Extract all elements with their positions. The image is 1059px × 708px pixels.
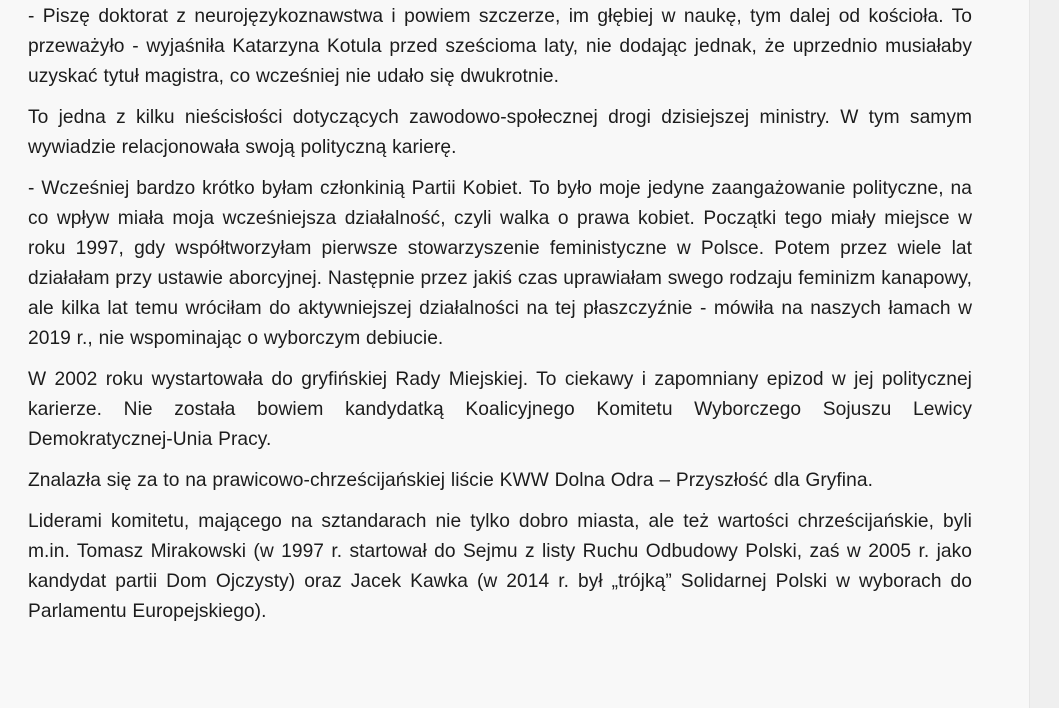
paragraph-1: - Piszę doktorat z neurojęzykoznawstwa i powiem szczerze, im głębiej w naukę, tym dalej od kościoła. To przeważyło - wyjaśniła Katarzyna Kotula przed sześcioma laty, nie dodając jednak, że uprzednio musiałaby uzyskać tytuł magistra, co wcześniej nie udało się dwukrotnie.	[28, 6, 972, 87]
paragraph-3: - Wcześniej bardzo krótko byłam członkinią Partii Kobiet. To było moje jedyne zaangażowanie polityczne, na co wpływ miała moja wcześniejsza działalność, czyli walka o prawa kobiet. Początki tego miały miejsce w roku 1997, gdy współtworzyłam pierwsze stowarzyszenie feministyczne w Polsce. Potem przez wiele lat działałam przy ustawie aborcyjnej. Następnie przez jakiś czas uprawiałam swego rodzaju feminizm kanapowy, ale kilka lat temu wróciłam do aktywniejszej działalności na tej płaszczyźnie - mówiła na naszych łamach w 2019 r., nie wspominając o wyborczym debiucie.	[28, 178, 972, 349]
paragraph-5: Znalazła się za to na prawicowo-chrześcijańskiej liście KWW Dolna Odra – Przyszłość dla Gryfina.	[28, 470, 873, 491]
paragraph-2: To jedna z kilku nieścisłości dotyczących zawodowo-społecznej drogi dzisiejszej ministry. W tym samym wywiadzie relacjonowała swoją polityczną karierę.	[28, 107, 972, 158]
paragraph-4: W 2002 roku wystartowała do gryfińskiej Rady Miejskiej. To ciekawy i zapomniany epizod w jej politycznej karierze. Nie została bowiem kandydatką Koalicyjnego Komitetu Wyborczego Sojuszu Lewicy Demokratycznej-Unia Pracy.	[28, 369, 972, 450]
scrollbar[interactable]	[1029, 0, 1059, 708]
article-body	[28, 2, 972, 638]
paragraph-6: Liderami komitetu, mającego na sztandarach nie tylko dobro miasta, ale też wartości chrześcijańskie, byli m.in. Tomasz Mirakowski (w 1997 r. startował do Sejmu z listy Ruchu Odbudowy Polski, zaś w 2005 r. jako kandydat partii Dom Ojczysty) oraz Jacek Kawka (w 2014 r. był „trójką” Solidarnej Polski w wyborach do Parlamentu Europejskiego).	[28, 511, 972, 622]
